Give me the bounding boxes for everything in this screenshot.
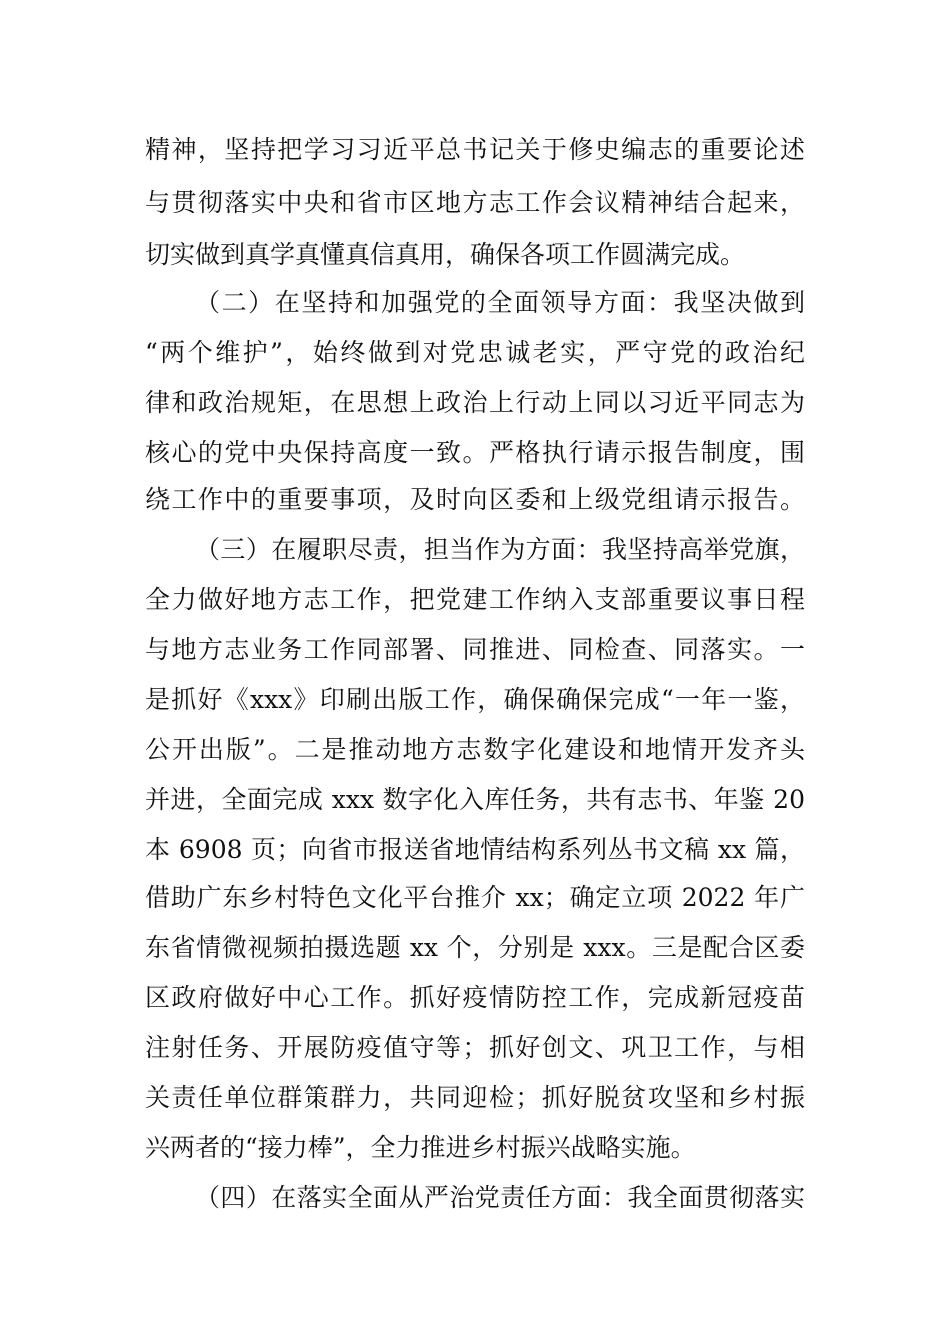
paragraph-line: （三）在履职尽责，担当作为方面：我坚持高举党旗， [195, 535, 805, 564]
paragraph-line: 绕工作中的重要事项，及时向区委和上级党组请示报告。 [145, 485, 805, 514]
paragraph-line: 律和政治规矩，在思想上政治上行动上同以习近平同志为 [145, 388, 805, 417]
paragraph-line: 与地方志业务工作同部署、同推进、同检查、同落实。一 [145, 635, 805, 664]
paragraph-line: 并进，全面完成 xxx 数字化入库任务，共有志书、年鉴 20 [145, 785, 805, 814]
paragraph-line: 东省情微视频拍摄选题 xx 个，分别是 xxx。三是配合区委 [145, 933, 805, 962]
paragraph-line: 公开出版”。二是推动地方志数字化建设和地情开发齐头 [145, 735, 805, 764]
paragraph-line: 是抓好《xxx》印刷出版工作，确保确保完成“一年一鉴， [145, 685, 805, 714]
paragraph-line: 注射任务、开展防疫值守等；抓好创文、巩卫工作，与相 [145, 1033, 805, 1062]
paragraph-line: 区政府做好中心工作。抓好疫情防控工作，完成新冠疫苗 [145, 983, 805, 1012]
paragraph-line: 关责任单位群策群力，共同迎检；抓好脱贫攻坚和乡村振 [145, 1083, 805, 1112]
paragraph-line: 与贯彻落实中央和省市区地方志工作会议精神结合起来， [145, 188, 805, 217]
paragraph-line: （二）在坚持和加强党的全面领导方面：我坚决做到 [195, 288, 805, 317]
paragraph-line: 借助广东乡村特色文化平台推介 xx；确定立项 2022 年广 [145, 883, 805, 912]
paragraph-line: 核心的党中央保持高度一致。严格执行请示报告制度，围 [145, 438, 805, 467]
paragraph-line: （四）在落实全面从严治党责任方面：我全面贯彻落实 [195, 1183, 805, 1212]
paragraph-line: 切实做到真学真懂真信真用，确保各项工作圆满完成。 [145, 240, 746, 269]
paragraph-line: 本 6908 页；向省市报送省地情结构系列丛书文稿 xx 篇， [145, 835, 805, 864]
paragraph-line: 兴两者的“接力棒”，全力推进乡村振兴战略实施。 [145, 1133, 696, 1162]
paragraph-line: 精神，坚持把学习习近平总书记关于修史编志的重要论述 [145, 135, 805, 164]
paragraph-line: 全力做好地方志工作，把党建工作纳入支部重要议事日程 [145, 585, 805, 614]
paragraph-line: “两个维护”，始终做到对党忠诚老实，严守党的政治纪 [145, 338, 805, 367]
